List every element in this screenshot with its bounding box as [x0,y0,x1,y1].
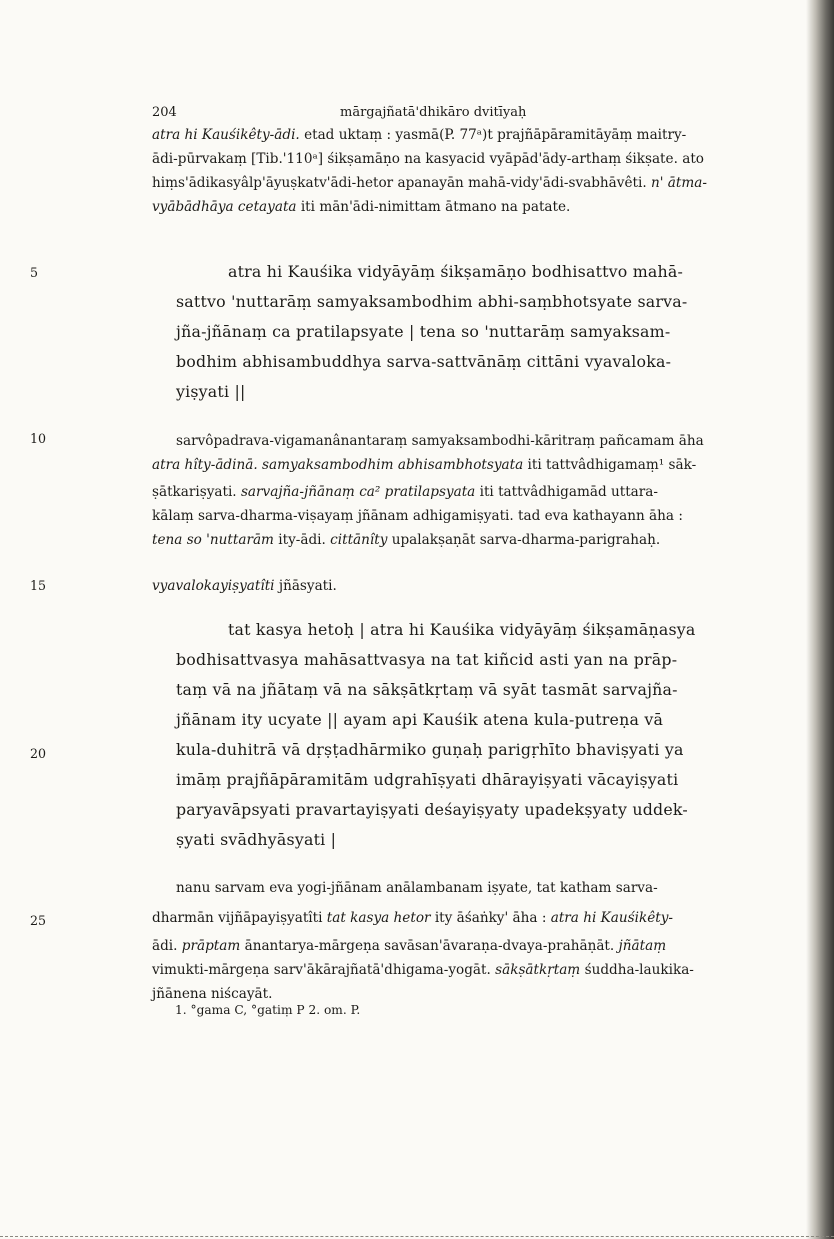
text-line: hiṃs'ādikasyâlp'āyuṣkatv'ādi-hetor apanayān mahā-vidy'ādi-svabhāvêti. n' ātma- [152,175,707,191]
text-line: sarvôpadrava-vigamanânantaraṃ samyaksambodhi-kāritraṃ pañcamam āha [176,433,704,449]
running-title: mārgajñatā'dhikāro dvitīyaḥ [340,105,527,120]
footnotes: 1. °gama C, °gatiṃ P 2. om. P. [175,1003,361,1017]
text-line: atra hi Kauśikêty-ādi. etad uktaṃ : yasmā(P. 77ᵃ)t prajñāpāramitāyāṃ maitry- [152,127,687,143]
line-number: 15 [30,578,47,593]
text-line: vyābādhāya cetayata iti mān'ādi-nimittam ātmano na patate. [152,199,571,215]
verse-line: yiṣyati || [176,382,246,401]
line-number: 5 [30,265,39,280]
verse-line: atra hi Kauśika vidyāyāṃ śikṣamāṇo bodhisattvo mahā- [228,262,684,281]
line-number: 20 [30,746,47,761]
scan-edge-shadow [806,0,834,1239]
line-number: 25 [30,913,47,928]
line-number: 10 [30,431,47,446]
verse-line: sattvo 'nuttarāṃ samyaksambodhim abhi-saṃbhotsyate sarva- [176,292,688,311]
verse-line: paryavāpsyati pravartayiṣyati deśayiṣyaty upadekṣyaty uddek- [176,800,688,819]
verse-line: jñānam ity ucyate || ayam api Kauśik atena kula-putreṇa vā [176,710,664,729]
text-line: vimukti-mārgeṇa sarv'ākārajñatā'dhigama-yogāt. sākṣātkṛtaṃ śuddha-laukika- [152,962,694,978]
text-line: dharmān vijñāpayiṣyatîti tat kasya hetor ity āśaṅky' āha : atra hi Kauśikêty- [152,910,674,926]
verse-line: tat kasya hetoḥ | atra hi Kauśika vidyāyāṃ śikṣamāṇasya [228,620,696,639]
text-line: tena so 'nuttarām ity-ādi. cittānîty upalakṣaṇāt sarva-dharma-parigrahaḥ. [152,532,661,548]
text-line: kālaṃ sarva-dharma-viṣayaṃ jñānam adhigamiṣyati. tad eva kathayann āha : [152,508,683,524]
verse-line: imāṃ prajñāpāramitām udgrahīṣyati dhārayiṣyati vācayiṣyati [176,770,679,789]
verse-line: taṃ vā na jñātaṃ vā na sākṣātkṛtaṃ vā syāt tasmāt sarvajña- [176,680,678,699]
text-line: ādi-pūrvakaṃ [Tib.'110ᵃ] śikṣamāṇo na kasyacid vyāpād'ādy-arthaṃ śikṣate. ato [152,151,704,167]
page-number: 204 [152,105,177,120]
text-line: atra hîty-ādinā. samyaksambodhim abhisambhotsyata iti tattvâdhigamaṃ¹ sāk- [152,457,697,473]
text-line: jñānena niścayāt. [152,986,273,1002]
verse-line: bodhim abhisambuddhya sarva-sattvānāṃ cittāni vyavaloka- [176,352,672,371]
page-bottom-rule [0,1236,834,1237]
text-line: ṣātkariṣyati. sarvajña-jñānaṃ ca² pratilapsyata iti tattvâdhigamād uttara- [152,484,658,500]
verse-line: ṣyati svādhyāsyati | [176,830,337,849]
text-line: ādi. prāptam ānantarya-mārgeṇa savāsan'āvaraṇa-dvaya-prahāṇāt. jñātaṃ [152,938,667,954]
verse-line: bodhisattvasya mahāsattvasya na tat kiñcid asti yan na prāp- [176,650,678,669]
text-line: nanu sarvam eva yogi-jñānam anālambanam iṣyate, tat katham sarva- [176,880,658,896]
verse-line: kula-duhitrā vā dṛṣṭadhārmiko guṇaḥ parigṛhīto bhaviṣyati ya [176,740,684,759]
text-line: vyavalokayiṣyatîti jñāsyati. [152,578,337,594]
verse-line: jña-jñānaṃ ca pratilapsyate | tena so 'nuttarāṃ samyaksam- [176,322,671,341]
